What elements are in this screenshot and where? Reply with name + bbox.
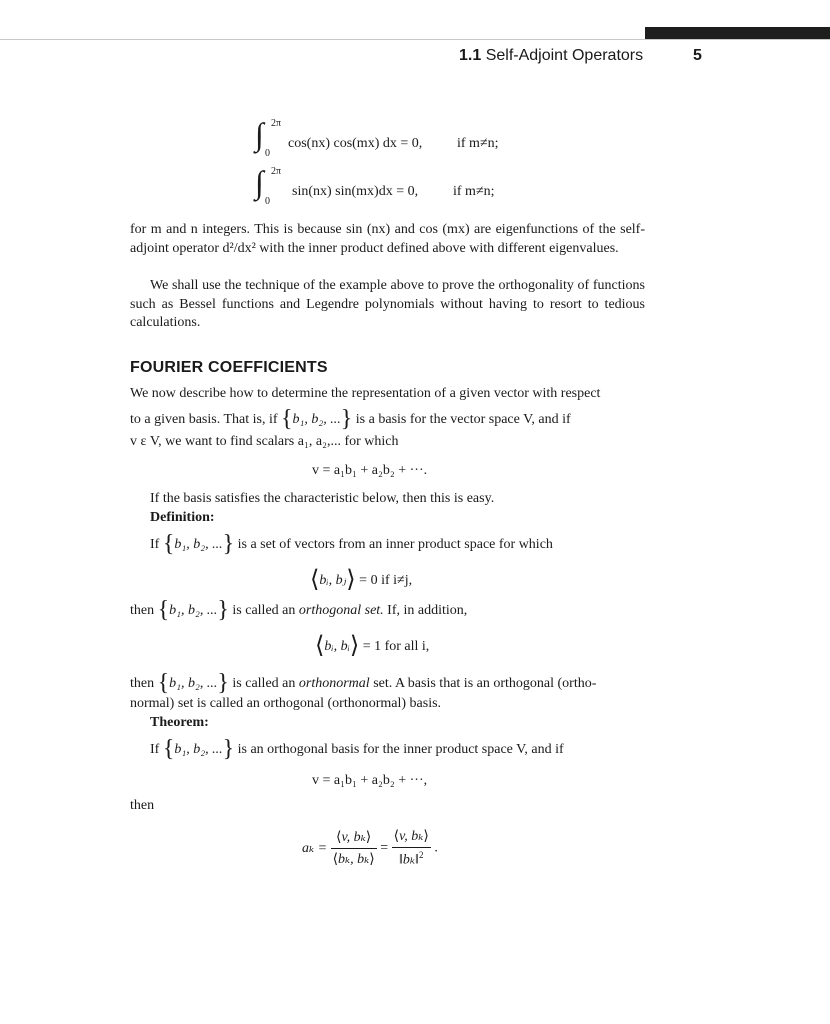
fourier-line-4: If the basis satisfies the characteristic below, then this is easy. <box>150 491 495 506</box>
eq1-integrand: cos(nx) cos(mx) dx = 0, <box>288 136 423 151</box>
coefficient-lhs: aₖ = <box>302 840 328 856</box>
basis-set: b₁, b₂, ... <box>169 676 218 691</box>
fourier-line-2: to a given basis. That is, if {b₁, b₂, ...} is a basis for the vector space V, and if <box>130 406 571 432</box>
equation-representation: v = a₁b₁ + a₂b₂ + ···. <box>312 463 428 478</box>
upper-limit: 2π <box>271 166 282 177</box>
theorem-line-1: If {b₁, b₂, ...} is an orthogonal basis for the inner product space V, and if <box>150 736 564 762</box>
text: to a given basis. That is, if <box>130 412 278 427</box>
text: then <box>130 603 155 618</box>
fourier-line-1: We now describe how to determine the representation of a given vector with respect <box>130 386 601 401</box>
then-label: then <box>130 798 155 813</box>
denominator: bₖ, bₖ <box>338 851 370 867</box>
period: . <box>434 840 438 856</box>
text: If, in addition, <box>387 603 468 618</box>
text: If <box>150 742 160 757</box>
page-number: 5 <box>693 47 702 64</box>
equation-normal: ⟨bᵢ, bᵢ⟩ = 1 for all i, <box>315 633 430 659</box>
paragraph-eigenfunctions: for m and n integers. This is because sin (nx) and cos (mx) are eigenfunctions of the self-adjoint operator d²/dx² with the inner product defined above with different eigenvalues. <box>130 222 645 256</box>
running-head <box>459 47 643 65</box>
header-bar <box>645 27 830 39</box>
equation-sin-orthogonality: ∫ 2π 0 sin(nx) sin(mx)dx = 0, if m≠n; <box>255 164 495 207</box>
basis-set: b₁, b₂, ... <box>292 412 341 427</box>
basis-set: b₁, b₂, ... <box>174 742 223 757</box>
eq1-condition: if m≠n; <box>457 136 499 151</box>
equation-orthogonal: ⟨bᵢ, bⱼ⟩ = 0 if i≠j, <box>310 567 413 593</box>
denominator: bₖ <box>402 852 416 868</box>
section-title: Self-Adjoint Operators <box>485 47 644 64</box>
equation-theorem: v = a₁b₁ + a₂b₂ + ···, <box>312 773 428 788</box>
theorem-label: Theorem: <box>150 715 209 730</box>
text: = 1 for all i, <box>362 639 430 654</box>
equation-cos-orthogonality: ∫ 2π 0 cos(nx) cos(mx) dx = 0, if m≠n; <box>255 116 499 159</box>
text: is called an <box>232 676 296 691</box>
text: = 0 if i≠j, <box>359 573 413 588</box>
numerator: v, bₖ <box>399 829 424 844</box>
equation-coefficient: aₖ = $\frac{\text{⟨v, bₖ⟩}}{\text{⟨bₖ, bₖ⟩}}$ = $\frac{\text{⟨v, bₖ⟩}}{‖b_k‖^2}$ . <box>302 829 438 868</box>
lower-limit: 0 <box>265 148 270 159</box>
numerator: v, bₖ <box>341 829 366 845</box>
eq2-condition: if m≠n; <box>453 184 495 199</box>
upper-limit: 2π <box>271 118 282 129</box>
eq2-integrand: sin(nx) sin(mx)dx = 0, <box>292 184 419 199</box>
basis-set: b₁, b₂, ... <box>169 603 218 618</box>
section-heading: FOURIER COEFFICIENTS <box>130 359 328 376</box>
text: set. A basis that is an orthogonal (ortho- <box>373 676 597 691</box>
text: is an orthogonal basis for the inner product space V, and if <box>237 742 564 757</box>
text: then <box>130 676 155 691</box>
text: is a set of vectors from an inner product space for which <box>237 537 553 552</box>
paragraph-technique: We shall use the technique of the example above to prove the orthogonality of functions such as Bessel functions and Legendre polynomials without having to resort to tedious calculations. <box>130 278 645 330</box>
then-orthogonal-set: then {b₁, b₂, ...} is called an orthogonal set. If, in addition, <box>130 597 468 623</box>
term-orthogonal-set: orthogonal set. <box>298 603 384 618</box>
inner-product: bᵢ, bᵢ <box>324 639 350 654</box>
orthonormal-basis-line: normal) set is called an orthogonal (orthonormal) basis. <box>130 696 442 711</box>
then-orthonormal-set: then {b₁, b₂, ...} is called an orthonormal set. A basis that is an orthogonal (ortho- <box>130 670 597 696</box>
basis-set: b₁, b₂, ... <box>174 537 223 552</box>
definition-line-1: If {b₁, b₂, ...} is a set of vectors from an inner product space for which <box>150 531 553 557</box>
definition-label: Definition: <box>150 510 215 525</box>
fraction-norm: $\frac{\text{⟨v, bₖ⟩}}{‖b_k‖^2}$ <box>393 829 429 868</box>
section-number: 1.1 <box>459 47 482 64</box>
text: If <box>150 537 160 552</box>
header-rule <box>0 39 830 40</box>
fourier-line-3: v ε V, we want to find scalars a₁, a₂,... for which <box>130 434 399 449</box>
text: is called an <box>232 603 296 618</box>
inner-product: bᵢ, bⱼ <box>319 573 347 588</box>
text: is a basis for the vector space V, and if <box>355 412 571 427</box>
fraction-inner-products: $\frac{\text{⟨v, bₖ⟩}}{\text{⟨bₖ, bₖ⟩}}$ <box>332 829 375 867</box>
term-orthonormal: orthonormal <box>298 676 370 691</box>
lower-limit: 0 <box>265 196 270 207</box>
